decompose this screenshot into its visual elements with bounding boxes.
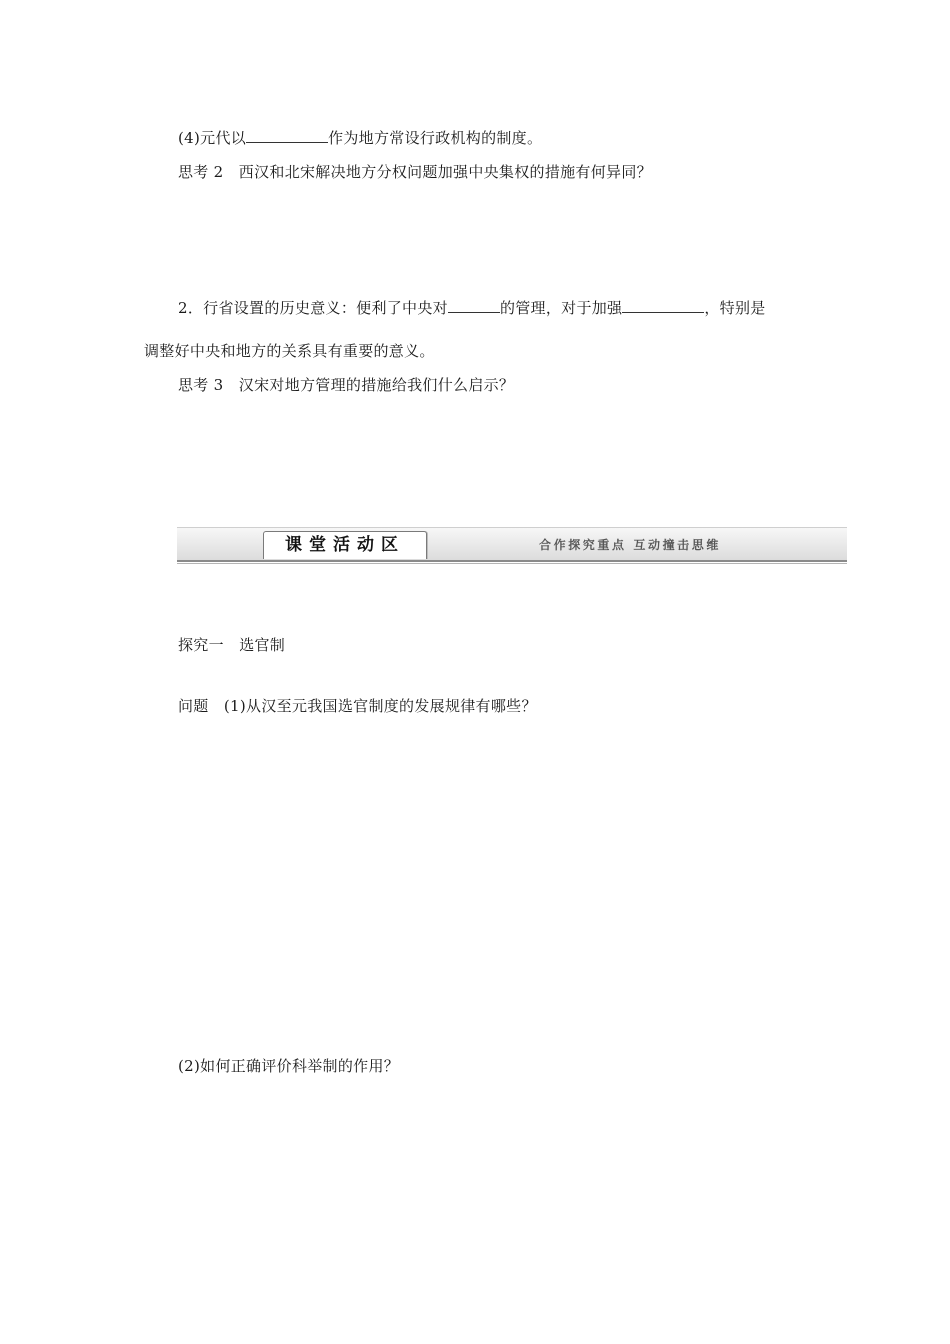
answer-blank	[448, 298, 500, 313]
question-4-suffix: 作为地方常设行政机构的制度。	[328, 129, 543, 147]
section-banner	[177, 527, 847, 565]
problem-2: (2)如何正确评价科举制的作用？	[178, 1057, 400, 1075]
banner-slogan: 合作探究重点 互动撞击思维	[539, 538, 721, 552]
question-4-prefix: (4)元代以	[178, 129, 247, 147]
question-4-line	[178, 128, 542, 148]
answer-blank	[622, 298, 704, 313]
item-2-part-c: ，特别是	[704, 299, 766, 317]
item-2-part-a: 2．行省设置的历史意义：便利了中央对	[178, 299, 448, 317]
problem-1: 问题 (1)从汉至元我国选官制度的发展规律有哪些？	[178, 697, 537, 715]
banner-title: 课堂活动区	[263, 531, 427, 559]
think-3: 思考 3 汉宋对地方管理的措施给我们什么启示？	[178, 376, 515, 394]
item-2-line	[178, 298, 766, 318]
explore-1-heading: 探究一 选官制	[178, 636, 286, 654]
answer-blank	[246, 128, 328, 143]
banner-divider-thin	[177, 563, 847, 564]
item-2-part-b: 的管理，对于加强	[499, 299, 623, 317]
item-2-continuation: 调整好中央和地方的关系具有重要的意义。	[144, 342, 435, 360]
think-2: 思考 2 西汉和北宋解决地方分权问题加强中央集权的措施有何异同？	[178, 163, 652, 181]
banner-divider	[177, 560, 847, 562]
